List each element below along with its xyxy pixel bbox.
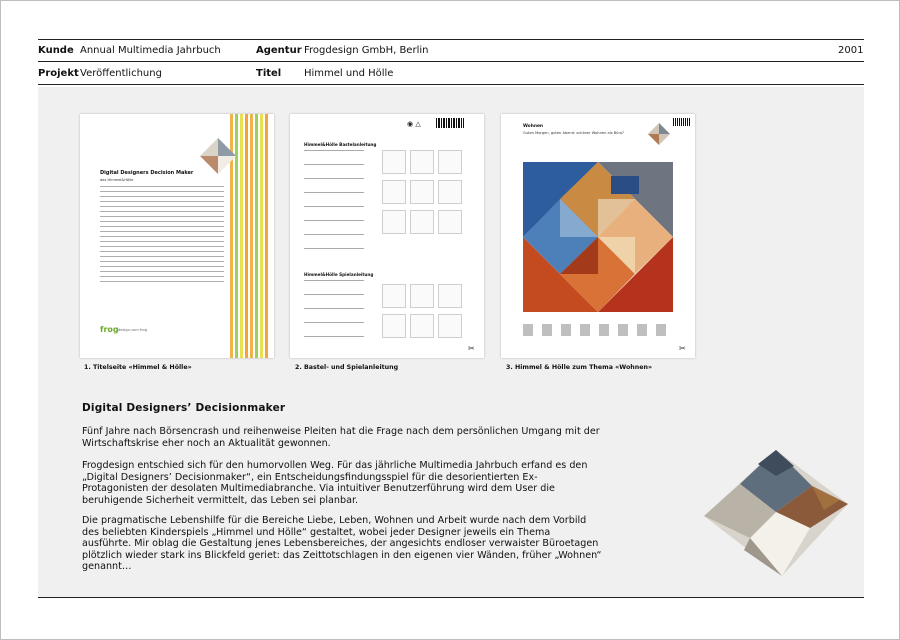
thumb3-subheading: Guten Morgen, guten Abend: schöner Wohnen als Büro? (523, 131, 624, 135)
thumb3-heading: Wohnen (523, 124, 544, 129)
fold-diagram (410, 180, 434, 204)
fold-diagram (438, 180, 462, 204)
play-diagram (438, 284, 462, 308)
play-diagram (438, 314, 462, 338)
header-rule-bottom (38, 84, 864, 85)
thumb2-heading-1: Himmel&Hölle Bastelanleitung (304, 142, 377, 147)
play-diagram (382, 314, 406, 338)
caption-3: 3. Himmel & Hölle zum Thema «Wohnen» (506, 364, 653, 371)
thumb1-subheading: das Himmel&Hölle (100, 178, 134, 182)
header-rule-middle (38, 61, 864, 62)
year-label: 2001 (838, 45, 864, 56)
barcode-icon (436, 118, 464, 128)
fold-diagram (410, 210, 434, 234)
kunde-label: Kunde (38, 45, 74, 56)
origami-icon (647, 122, 671, 146)
origami-fortune-teller-image (700, 446, 852, 580)
thumb1-logo-sub: design.com frog (118, 328, 148, 332)
fold-diagram (382, 180, 406, 204)
projekt-value: Veröffentlichung (80, 68, 162, 79)
barcode-icon (673, 118, 691, 126)
origami-icon (198, 136, 238, 176)
caption-1: 1. Titelseite «Himmel & Hölle» (84, 364, 192, 371)
play-diagram (410, 284, 434, 308)
article-title: Digital Designers’ Decisionmaker (82, 402, 286, 414)
fold-diagram (382, 210, 406, 234)
photo-collage (523, 162, 673, 312)
agentur-label: Agentur (256, 45, 302, 56)
play-diagram (382, 284, 406, 308)
recycle-icon: ◉ △ (407, 120, 421, 128)
play-diagram (410, 314, 434, 338)
footer-rule (38, 597, 864, 598)
thumb2-steps-2 (304, 280, 364, 344)
thumbnail-wohnen (501, 114, 695, 358)
icon-row (523, 324, 673, 336)
thumbnail-title-page (80, 114, 274, 358)
agentur-value: Frogdesign GmbH, Berlin (304, 45, 429, 56)
article-paragraph-2: Frogdesign entschied sich für den humorvollen Weg. Für das jährliche Multimedia Jahrbuch erfand es den „Digital Designers’ Decisionmaker“, ein Entscheidungsfindungsspiel für die desorientierten Ex-Protagonisten der desolaten Multimediabranche. Via intuitiver Benutzerführung wird dem User die beruhigende Sicherheit vermittelt, das Leben sei planbar. (82, 460, 588, 506)
caption-2: 2. Bastel- und Spielanleitung (295, 364, 399, 371)
kunde-value: Annual Multimedia Jahrbuch (80, 45, 221, 56)
thumb2-heading-2: Himmel&Hölle Spielanleitung (304, 272, 374, 277)
scissors-icon: ✂ (679, 344, 686, 353)
thumb1-heading: Digital Designers Decision Maker (100, 170, 194, 176)
titel-label: Titel (256, 68, 282, 79)
fold-diagram (438, 150, 462, 174)
header-rule-top (38, 39, 864, 40)
article-paragraph-1: Fünf Jahre nach Börsencrash und reihenweise Pleiten hat die Frage nach dem persönlichen Umgang mit der Wirtschaftskrise eher noch an Aktualität gewonnen. (82, 426, 600, 449)
article-paragraph-3: Die pragmatische Lebenshilfe für die Bereiche Liebe, Leben, Wohnen und Arbeit wurde nach dem Vorbild des beliebten Kinderspiels „Himmel und Hölle“ gestaltet, wobei jeder Designer jeweils ein Thema ausführte. Mir oblag die Gestaltung jenes Lebensbereiches, der angesichts endloser verwaister Büroetagen plötzlich wieder stark ins Blickfeld geriet: das Zeittotschlagen in den eigenen vier Wänden, früher „Wohnen“ genannt… (82, 515, 602, 573)
fold-diagram (382, 150, 406, 174)
scissors-icon: ✂ (468, 344, 475, 353)
thumbnail-instructions (290, 114, 484, 358)
thumb2-steps-1 (304, 150, 364, 260)
thumb1-body-lines (100, 186, 224, 282)
thumb1-logo: frog (100, 325, 119, 334)
titel-value: Himmel und Hölle (304, 68, 394, 79)
fold-diagram (438, 210, 462, 234)
fold-diagram (410, 150, 434, 174)
projekt-label: Projekt (38, 68, 79, 79)
